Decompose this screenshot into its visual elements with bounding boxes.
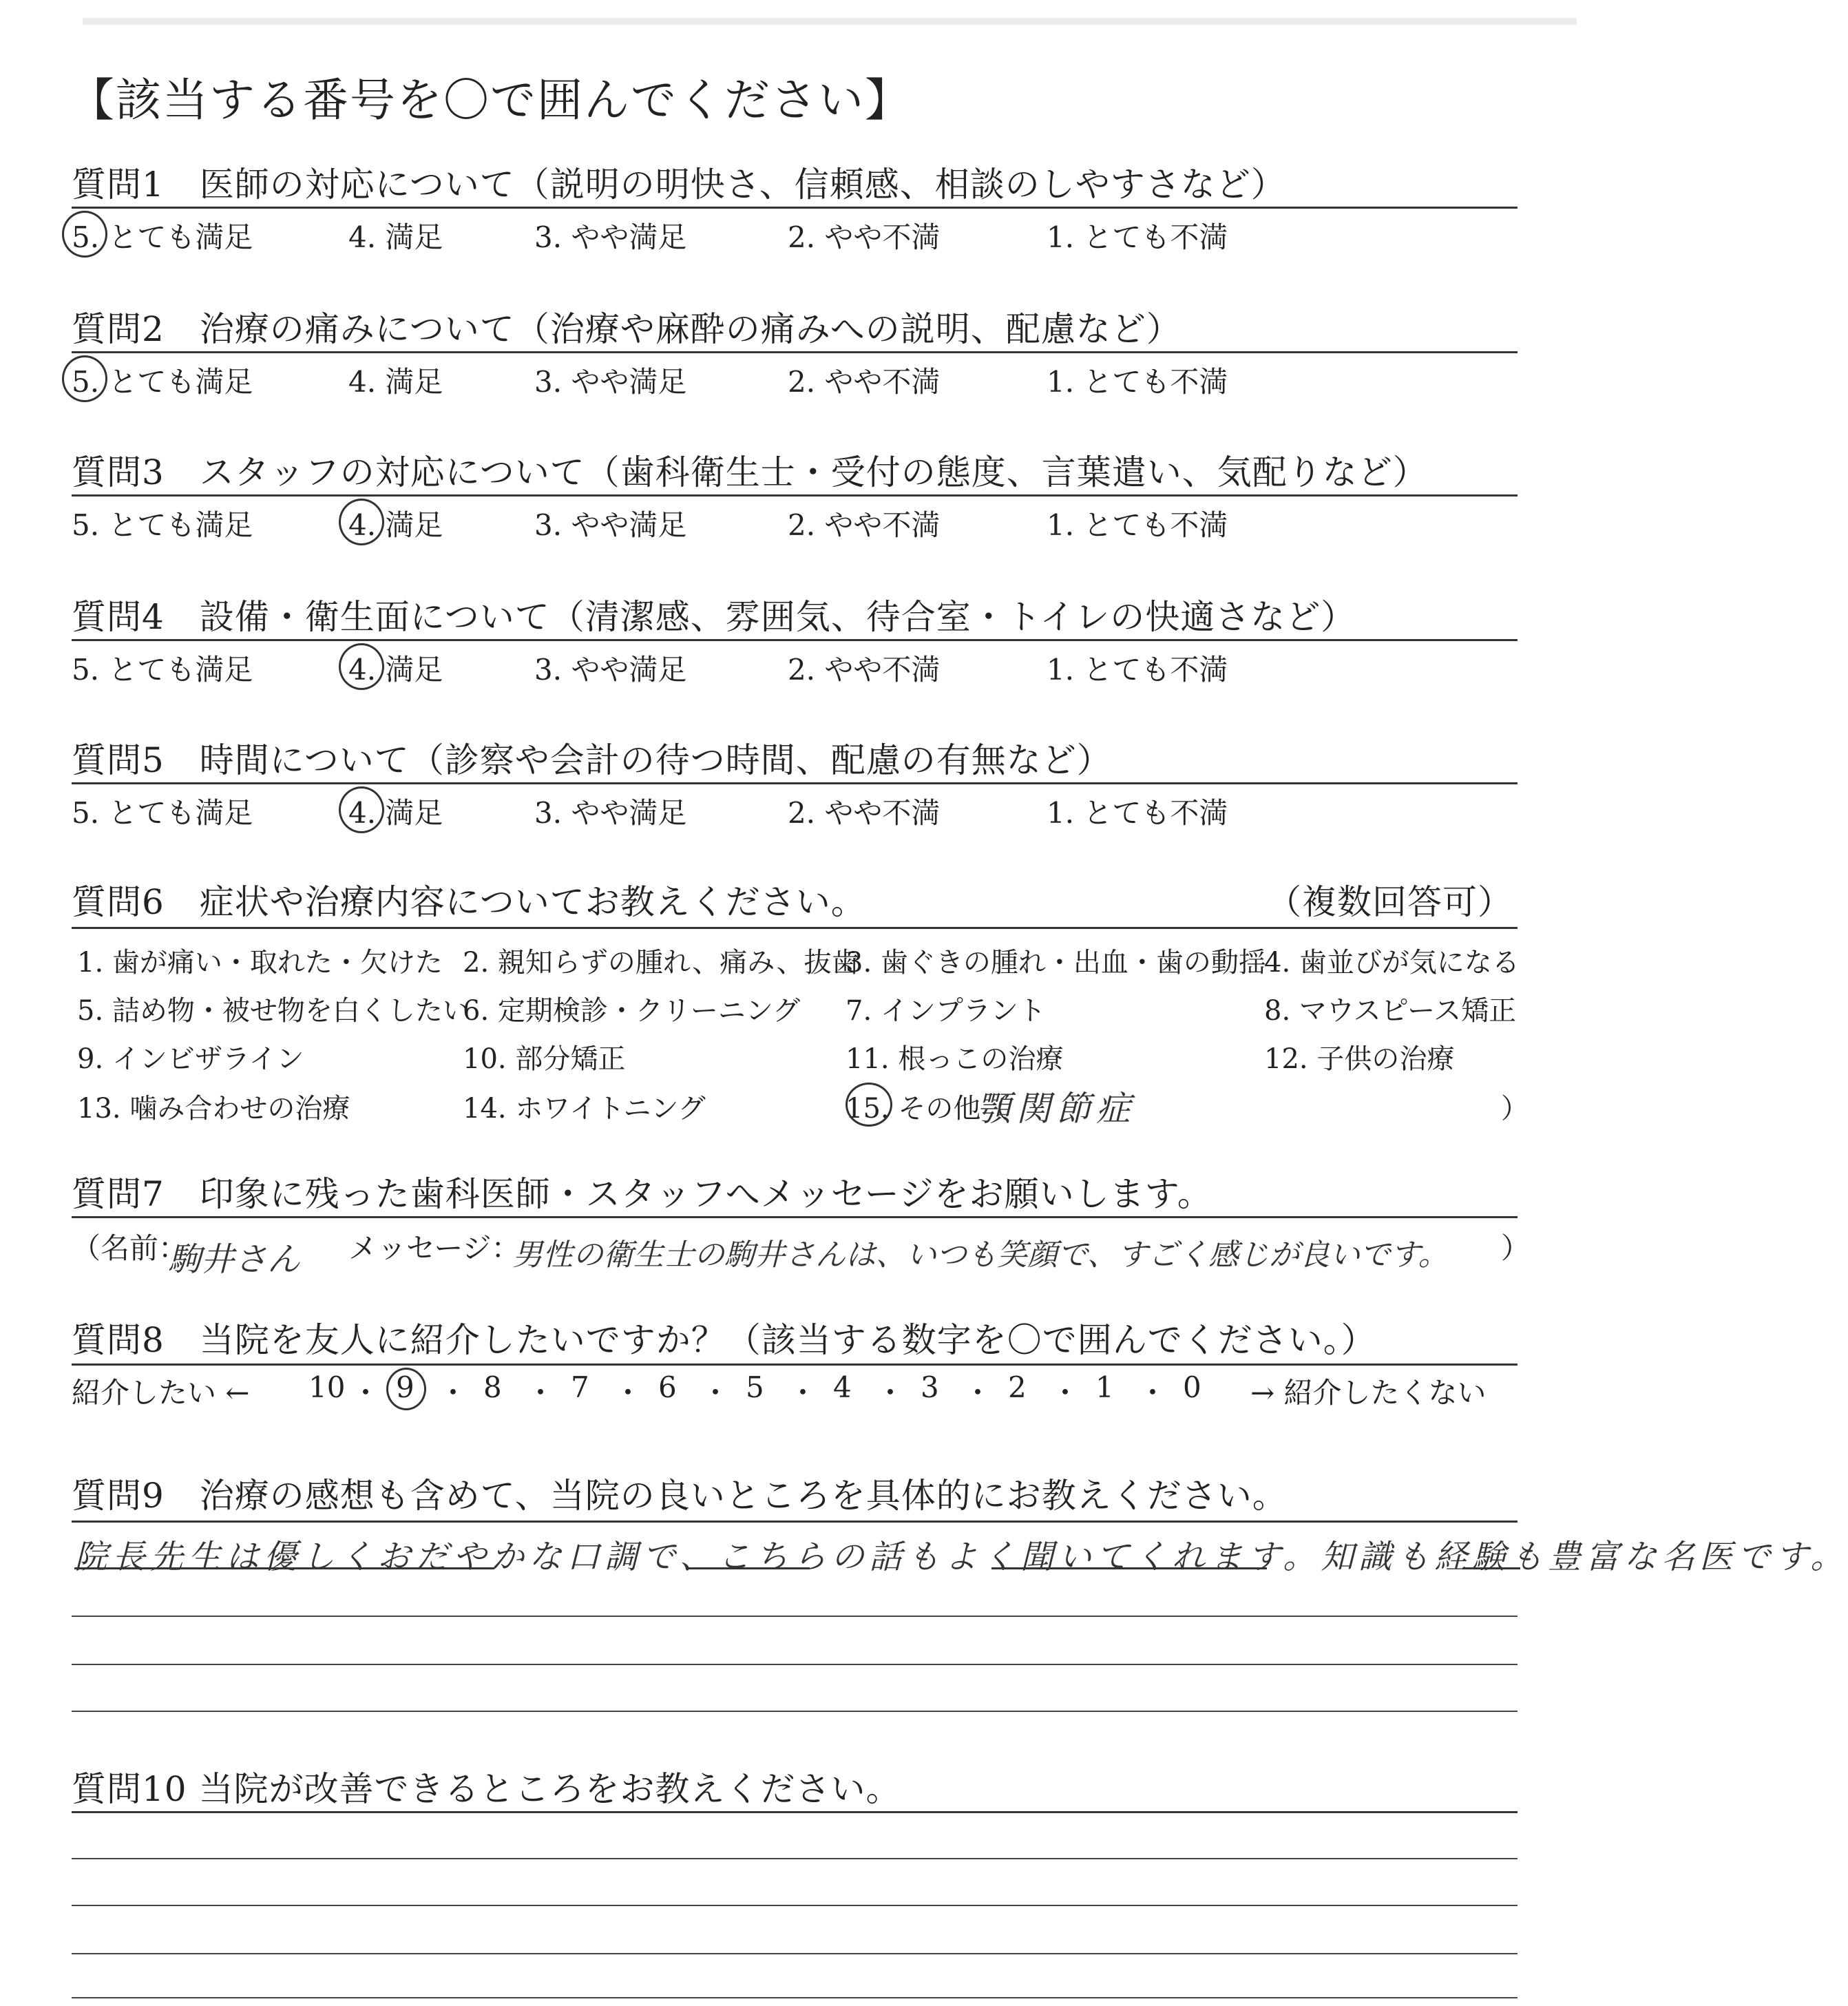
q9-underline-3 [991,1567,1267,1569]
q1-option-3: 3. やや満足 [534,220,687,254]
q6-option-9: 9. インビザライン [77,1043,304,1075]
q6-heading: 質問6 症状や治療内容についてお教えください。 [72,882,866,922]
q9-answer-line [72,1616,1518,1617]
q1-rule [72,207,1518,209]
q8-rule [72,1364,1518,1366]
q6-note: （複数回答可） [1267,882,1513,922]
q5-heading: 質問5 時間について（診察や会計の待つ時間、配慮の有無など） [72,740,1112,780]
q7-message-label: メッセージ： [348,1231,521,1265]
q6-other-handwritten: 顎関節症 [976,1089,1136,1129]
q4-option-2: 2. やや不満 [788,653,941,687]
q8-scale-3: 3 [921,1370,939,1404]
q6-rule [72,927,1518,929]
q8-scale-5: 5 [746,1370,764,1404]
q2-selection-circle [62,355,107,402]
q6-option-4: 4. 歯並びが気になる [1264,947,1520,979]
q5-option-5: 5. とても満足 [72,796,253,830]
q8-separator: ・ [876,1376,905,1410]
q9-heading: 質問9 治療の感想も含めて、当院の良いところを具体的にお教えください。 [72,1476,1288,1516]
q3-option-5: 5. とても満足 [72,508,253,542]
q3-option-2: 2. やや不満 [788,508,941,542]
q9-underline-2 [686,1567,810,1569]
q6-option-10: 10. 部分矯正 [463,1043,626,1075]
q8-scale-4: 4 [833,1370,852,1404]
q6-selection-circle [846,1083,892,1127]
q3-option-1: 1. とても不満 [1047,508,1228,542]
q1-option-5: 5. とても満足 [72,220,253,254]
q8-selection-circle [386,1368,426,1410]
q1-option-2: 2. やや不満 [788,220,941,254]
q6-option-6: 6. 定期検診・クリーニング [463,995,801,1027]
q6-option-3: 3. 歯ぐきの腫れ・出血・歯の動揺 [846,947,1266,979]
q9-answer-handwritten: 院長先生は優しくおだやかな口調で、こちらの話もよく聞いてくれます。知識も経験も豊富な名医です。 [74,1538,1848,1576]
q9-underline-4 [1462,1567,1520,1569]
q2-option-3: 3. やや満足 [534,365,687,399]
q2-heading: 質問2 治療の痛みについて（治療や麻酔の痛みへの説明、配慮など） [72,309,1182,349]
q3-rule [72,494,1518,497]
q6-option-5: 5. 詰め物・被せ物を白くしたい [77,995,470,1027]
q10-answer-line [72,1997,1518,1998]
q5-rule [72,782,1518,784]
q8-scale-0: 0 [1183,1370,1201,1404]
q6-option-15: 15. その他（ [846,1093,1009,1125]
q8-separator: ・ [963,1376,993,1410]
q1-option-4: 4. 満足 [348,220,443,254]
q7-close-paren: ） [1501,1231,1531,1265]
q2-option-1: 1. とても不満 [1047,365,1228,399]
q8-scale-8: 8 [483,1370,502,1404]
q2-option-5: 5. とても満足 [72,365,253,399]
q8-separator: ・ [1051,1376,1080,1410]
q8-scale-10: 10 [308,1370,346,1404]
q7-name-handwritten: 駒井さん [168,1240,301,1279]
q4-option-4: 4. 満足 [348,653,443,687]
q5-option-4: 4. 満足 [348,796,443,830]
q8-heading: 質問8 当院を友人に紹介したいですか？（該当する数字を〇で囲んでください。） [72,1320,1376,1360]
q7-message-handwritten: 男性の衛生士の駒井さんは、いつも笑顔で、すごく感じが良いです。 [512,1237,1449,1273]
q9-underline-1 [74,1567,494,1569]
q8-scale-1: 1 [1095,1370,1114,1404]
q9-answer-line [72,1711,1518,1712]
q8-separator: ・ [788,1376,818,1410]
q2-option-4: 4. 満足 [348,365,443,399]
q8-scale-2: 2 [1008,1370,1027,1404]
q8-separator: ・ [351,1376,381,1410]
q8-left-label: 紹介したい ← [72,1376,250,1410]
q6-other-close-paren: ） [1501,1093,1529,1125]
q6-option-8: 8. マウスピース矯正 [1264,995,1517,1027]
q5-option-2: 2. やや不満 [788,796,941,830]
q6-option-13: 13. 噛み合わせの治療 [77,1093,350,1125]
q8-scale-9: 9 [396,1370,414,1404]
q3-heading: 質問3 スタッフの対応について（歯科衛生士・受付の態度、言葉遣い、気配りなど） [72,452,1428,492]
q4-option-3: 3. やや満足 [534,653,687,687]
q10-answer-line [72,1858,1518,1859]
q8-separator: ・ [701,1376,731,1410]
q10-answer-line [72,1953,1518,1954]
q10-answer-line [72,1905,1518,1906]
q4-heading: 質問4 設備・衛生面について（清潔感、雰囲気、待合室・トイレの快適さなど） [72,597,1356,637]
q5-option-1: 1. とても不満 [1047,796,1228,830]
q3-option-3: 3. やや満足 [534,508,687,542]
q1-option-1: 1. とても不満 [1047,220,1228,254]
q7-name-label: （名前： [72,1231,188,1265]
top-scan-edge [83,18,1577,25]
q4-option-1: 1. とても不満 [1047,653,1228,687]
q4-option-5: 5. とても満足 [72,653,253,687]
q10-heading: 質問10 当院が改善できるところをお教えください。 [72,1769,901,1809]
q8-separator: ・ [1138,1376,1168,1410]
q4-rule [72,639,1518,641]
q6-option-1: 1. 歯が痛い・取れた・欠けた [77,947,443,979]
q5-selection-circle [339,786,384,833]
q3-option-4: 4. 満足 [348,508,443,542]
q1-selection-circle [62,211,107,258]
q3-selection-circle [339,499,384,545]
q8-right-label: → 紹介したくない [1250,1376,1487,1410]
q7-rule [72,1216,1518,1218]
q1-heading: 質問1 医師の対応について（説明の明快さ、信頼感、相談のしやすさなど） [72,165,1286,205]
q9-rule [72,1521,1518,1523]
q6-option-7: 7. インプラント [846,995,1046,1027]
q10-rule [72,1811,1518,1813]
q2-rule [72,351,1518,353]
q6-option-2: 2. 親知らずの腫れ、痛み、抜歯 [463,947,859,979]
q9-answer-line [72,1664,1518,1665]
q6-option-14: 14. ホワイトニング [463,1093,706,1125]
q5-option-3: 3. やや満足 [534,796,687,830]
q8-separator: ・ [526,1376,556,1410]
q8-separator: ・ [439,1376,468,1410]
q8-separator: ・ [613,1376,643,1410]
page-title: 【該当する番号を〇で囲んでください】 [69,74,912,127]
q7-heading: 質問7 印象に残った歯科医師・スタッフへメッセージをお願いします。 [72,1174,1212,1214]
q2-option-2: 2. やや不満 [788,365,941,399]
q6-option-12: 12. 子供の治療 [1264,1043,1455,1075]
q8-scale-6: 6 [658,1370,677,1404]
q6-option-11: 11. 根っこの治療 [846,1043,1064,1075]
q8-scale-7: 7 [571,1370,589,1404]
q4-selection-circle [339,643,384,690]
